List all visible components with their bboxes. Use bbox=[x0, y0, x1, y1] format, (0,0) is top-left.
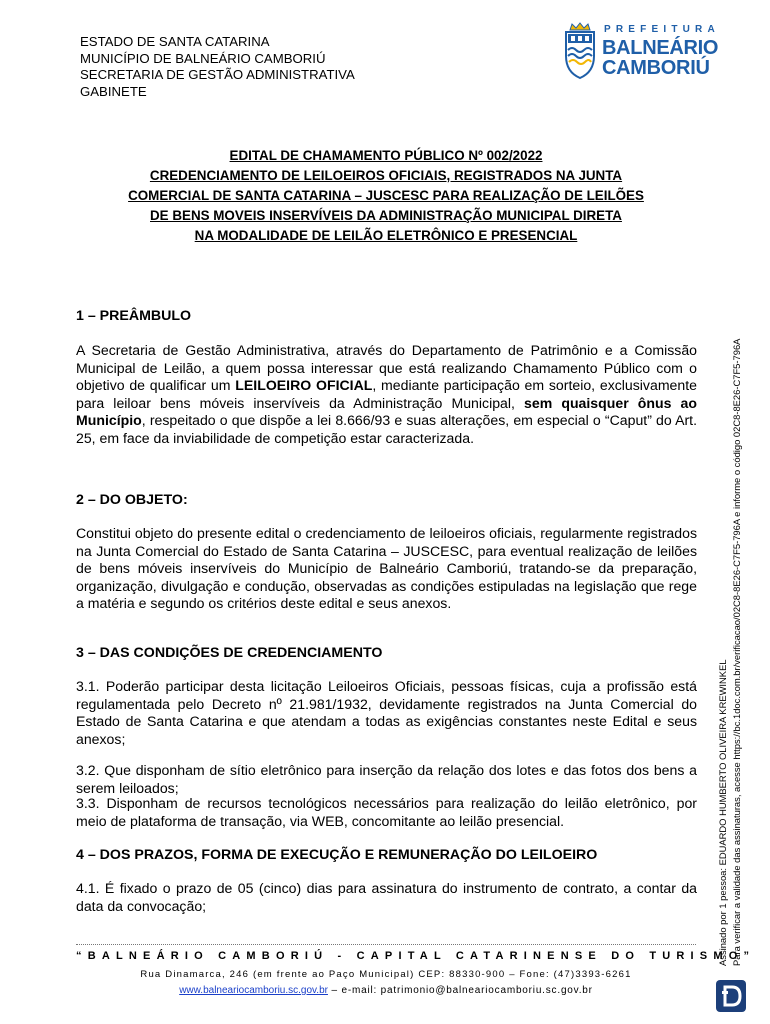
s1-text-b: , mediante participação em sorteio, exclusivamente para leiloar bens móveis inservíveis da Administração Municipal, bbox=[76, 377, 697, 411]
title-line-2: CREDENCIAMENTO DE LEILOEIROS OFICIAIS, REGISTRADOS NA JUNTA bbox=[149, 168, 623, 183]
s1-bold-leiloeiro: LEILOEIRO OFICIAL bbox=[235, 377, 373, 393]
section-4-heading: 4 – DOS PRAZOS, FORMA DE EXECUÇÃO E REMUNERAÇÃO DO LEILOEIRO bbox=[76, 847, 598, 863]
footer-email: – e-mail: patrimonio@balneariocamboriu.sc.gov.br bbox=[327, 985, 593, 996]
footer-address: Rua Dinamarca, 246 (em frente ao Paço Municipal) CEP: 88330-900 – Fone: (47)3393-6261 bbox=[140, 969, 632, 980]
header-line-secretariat: SECRETARIA DE GESTÃO ADMINISTRATIVA bbox=[80, 67, 355, 82]
city-coat-of-arms-icon bbox=[562, 22, 598, 82]
side-verification-link[interactable]: Para verificar a validade das assinaturas, acesse https://bc.1doc.com.br/verificacao/02C8-8E26-C7F5-796A e informe o código 02C8-8E26-C7F5-796A bbox=[731, 338, 742, 966]
section-3-heading: 3 – DAS CONDIÇÕES DE CREDENCIAMENTO bbox=[76, 645, 383, 661]
title-line-1: EDITAL DE CHAMAMENTO PÚBLICO Nº 002/2022 bbox=[229, 148, 543, 163]
logo-word-balneario: BALNEÁRIO bbox=[602, 37, 719, 59]
section-3-item-3: 3.3. Disponham de recursos tecnológicos necessários para realização do leilão eletrônico, por meio de plataforma de transação, via WEB, concomitante ao leilão presencial. bbox=[76, 795, 697, 829]
footer-website-link[interactable]: www.balneariocamboriu.sc.gov.br bbox=[179, 985, 328, 996]
document-title bbox=[76, 146, 696, 246]
s1-bold-onus: sem quaisquer ônus ao Município bbox=[76, 394, 698, 428]
section-4-item-1: 4.1. É fixado o prazo de 05 (cinco) dias para assinatura do instrumento de contrato, a contar da data da convocação; bbox=[76, 880, 697, 914]
section-2-paragraph: Constitui objeto do presente edital o credenciamento de leiloeiros oficiais, regularmente registrados na Junta Comercial do Estado de Santa Catarina – JUSCESC, para eventual realização de leilões de bens móveis inservíveis do Município de Balneário Camboriú, tratando-se da preparação, organização, divulgação e condução, observadas as condições estipuladas na legislação que rege a matéria e segundo os critérios deste edital e seus anexos. bbox=[76, 525, 697, 611]
section-1-heading: 1 – PREÂMBULO bbox=[76, 308, 192, 324]
prefeitura-logo bbox=[562, 22, 720, 82]
title-line-4: DE BENS MOVEIS INSERVÍVEIS DA ADMINISTRAÇÃO MUNICIPAL DIRETA bbox=[150, 208, 622, 223]
s1-text-c: , respeitado o que dispõe a lei 8.666/93 e suas alterações, em especial o “Caput” do Art. 25, em face da inviabilidade de competição estar caracterizada. bbox=[76, 412, 697, 446]
1doc-logo-icon bbox=[716, 980, 746, 1012]
title-line-3: COMERCIAL DE SANTA CATARINA – JUSCESC PARA REALIZAÇÃO DE LEILÕES bbox=[128, 188, 644, 203]
footer-contact bbox=[76, 985, 696, 996]
header-line-state: ESTADO DE SANTA CATARINA bbox=[80, 34, 270, 49]
logo-word-camboriu: CAMBORIÚ bbox=[602, 57, 710, 79]
header-line-office: GABINETE bbox=[80, 83, 147, 99]
s1-text-a: A Secretaria de Gestão Administrativa, através do Departamento de Patrimônio e a Comissão Municipal de Leilão, a quem possa interessar que está realizando Chamamento Público com o objetivo de qualificar um bbox=[76, 342, 697, 393]
section-3-item-1: 3.1. Poderão participar desta licitação Leiloeiros Oficiais, pessoas físicas, cuja a profissão está regulamentada pelo Decreto nº 21.981/1932, devidamente registrados na Junta Comercial do Estado de Santa Catarina e que atendam a todas as exigências constantes neste Edital e seus anexos; bbox=[76, 678, 697, 747]
section-3-item-2: 3.2. Que disponham de sítio eletrônico para inserção da relação dos lotes e das fotos dos bens a serem leiloados; bbox=[76, 762, 697, 796]
section-2-heading: 2 – DO OBJETO: bbox=[76, 492, 188, 508]
header-institution-lines bbox=[80, 34, 355, 100]
header-line-municipality: MUNICÍPIO DE BALNEÁRIO CAMBORIÚ bbox=[80, 50, 326, 66]
footer-divider bbox=[76, 944, 696, 945]
footer-motto: “BALNEÁRIO CAMBORIÚ - CAPITAL CATARINENSE DO TURISMO” bbox=[76, 950, 756, 962]
section-1-paragraph bbox=[76, 342, 697, 447]
logo-word-prefeitura: PREFEITURA bbox=[604, 24, 720, 35]
side-signed-by: Assinado por 1 pessoa: EDUARDO HUMBERTO OLIVEIRA KREWINKEL bbox=[717, 659, 728, 966]
title-line-5: NA MODALIDADE DE LEILÃO ELETRÔNICO E PRESENCIAL bbox=[194, 228, 578, 243]
